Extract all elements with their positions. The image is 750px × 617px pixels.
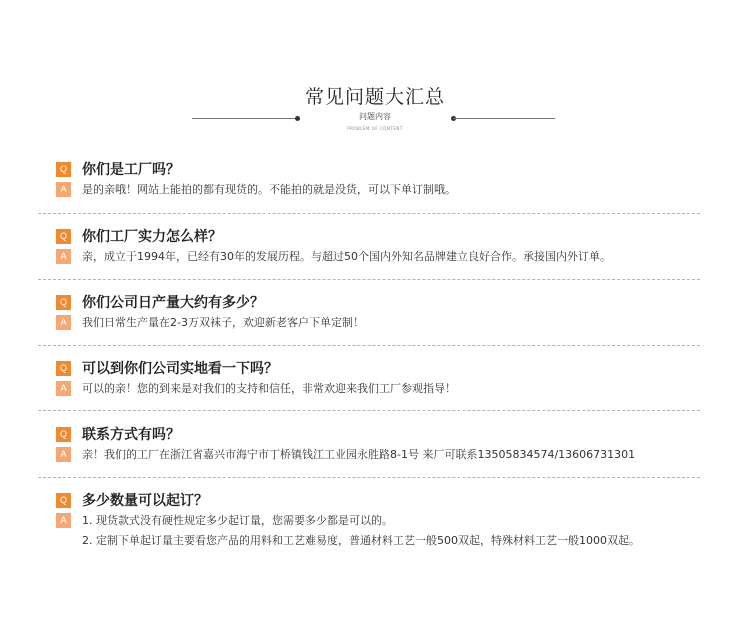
faq-answer: 1. 现货款式没有硬性规定多少起订量，您需要多少都是可以的。 bbox=[82, 514, 393, 527]
a-badge: A bbox=[56, 447, 71, 462]
faq-question-row bbox=[56, 160, 706, 180]
faq-divider bbox=[38, 345, 700, 346]
faq-divider bbox=[38, 477, 700, 478]
faq-answer-row bbox=[56, 180, 706, 200]
faq-question: 你们公司日产量大约有多少？ bbox=[82, 295, 264, 311]
faq-question: 联系方式有吗？ bbox=[82, 427, 180, 443]
faq-answer-row bbox=[56, 247, 706, 267]
faq-answer: 我们日常生产量在2-3万双袜子，欢迎新老客户下单定制！ bbox=[82, 316, 364, 329]
faq-item-1 bbox=[56, 160, 706, 200]
faq-answer: 亲！我们的工厂在浙江省嘉兴市海宁市丁桥镇钱江工业园永胜路8-1号 来厂可联系13505834574/13606731301 bbox=[82, 448, 636, 461]
page-subtitle-en: PROBLEM OF CONTENT bbox=[347, 126, 403, 131]
faq-question-row bbox=[56, 293, 706, 313]
page-subtitle: 问题内容 bbox=[359, 112, 391, 121]
faq-answer: 亲，成立于1994年，已经有30年的发展历程。与超过50个国内外知名品牌建立良好合作。承接国内外订单。 bbox=[82, 250, 611, 263]
faq-divider bbox=[38, 213, 700, 214]
faq-header bbox=[0, 0, 750, 140]
faq-answer-row bbox=[56, 313, 706, 333]
q-badge: Q bbox=[56, 361, 71, 376]
a-badge: A bbox=[56, 182, 71, 197]
faq-answer: 2. 定制下单起订量主要看您产品的用料和工艺难易度，普通材料工艺一般500双起，特殊材料工艺一般1000双起。 bbox=[82, 534, 640, 547]
faq-question: 你们是工厂吗？ bbox=[82, 162, 180, 178]
q-badge: Q bbox=[56, 427, 71, 442]
faq-question: 可以到你们公司实地看一下吗？ bbox=[82, 361, 278, 377]
a-badge: A bbox=[56, 249, 71, 264]
faq-item-3 bbox=[56, 293, 706, 333]
faq-question-row bbox=[56, 359, 706, 379]
faq-answer: 可以的亲！您的到来是对我们的支持和信任，非常欢迎来我们工厂参观指导！ bbox=[82, 382, 456, 395]
faq-item-6 bbox=[56, 491, 706, 551]
q-badge: Q bbox=[56, 162, 71, 177]
faq-answer-row bbox=[56, 445, 706, 465]
header-line-right bbox=[453, 118, 555, 119]
faq-answer-row bbox=[56, 379, 706, 399]
q-badge: Q bbox=[56, 229, 71, 244]
faq-answer-row-2 bbox=[56, 531, 706, 551]
faq-question: 你们工厂实力怎么样？ bbox=[82, 229, 222, 245]
faq-item-4 bbox=[56, 359, 706, 399]
q-badge: Q bbox=[56, 493, 71, 508]
faq-answer-row bbox=[56, 511, 706, 531]
faq-item-5 bbox=[56, 425, 706, 465]
faq-question-row bbox=[56, 425, 706, 445]
faq-question-row bbox=[56, 491, 706, 511]
faq-question-row bbox=[56, 227, 706, 247]
faq-question: 多少数量可以起订？ bbox=[82, 493, 208, 509]
a-badge: A bbox=[56, 315, 71, 330]
faq-divider bbox=[38, 410, 700, 411]
faq-answer: 是的亲哦！网站上能拍的都有现货的。不能拍的就是没货，可以下单订制哦。 bbox=[82, 183, 456, 196]
a-badge: A bbox=[56, 381, 71, 396]
q-badge: Q bbox=[56, 295, 71, 310]
a-badge: A bbox=[56, 513, 71, 528]
faq-divider bbox=[38, 279, 700, 280]
page-title: 常见问题大汇总 bbox=[304, 86, 445, 108]
faq-item-2 bbox=[56, 227, 706, 267]
